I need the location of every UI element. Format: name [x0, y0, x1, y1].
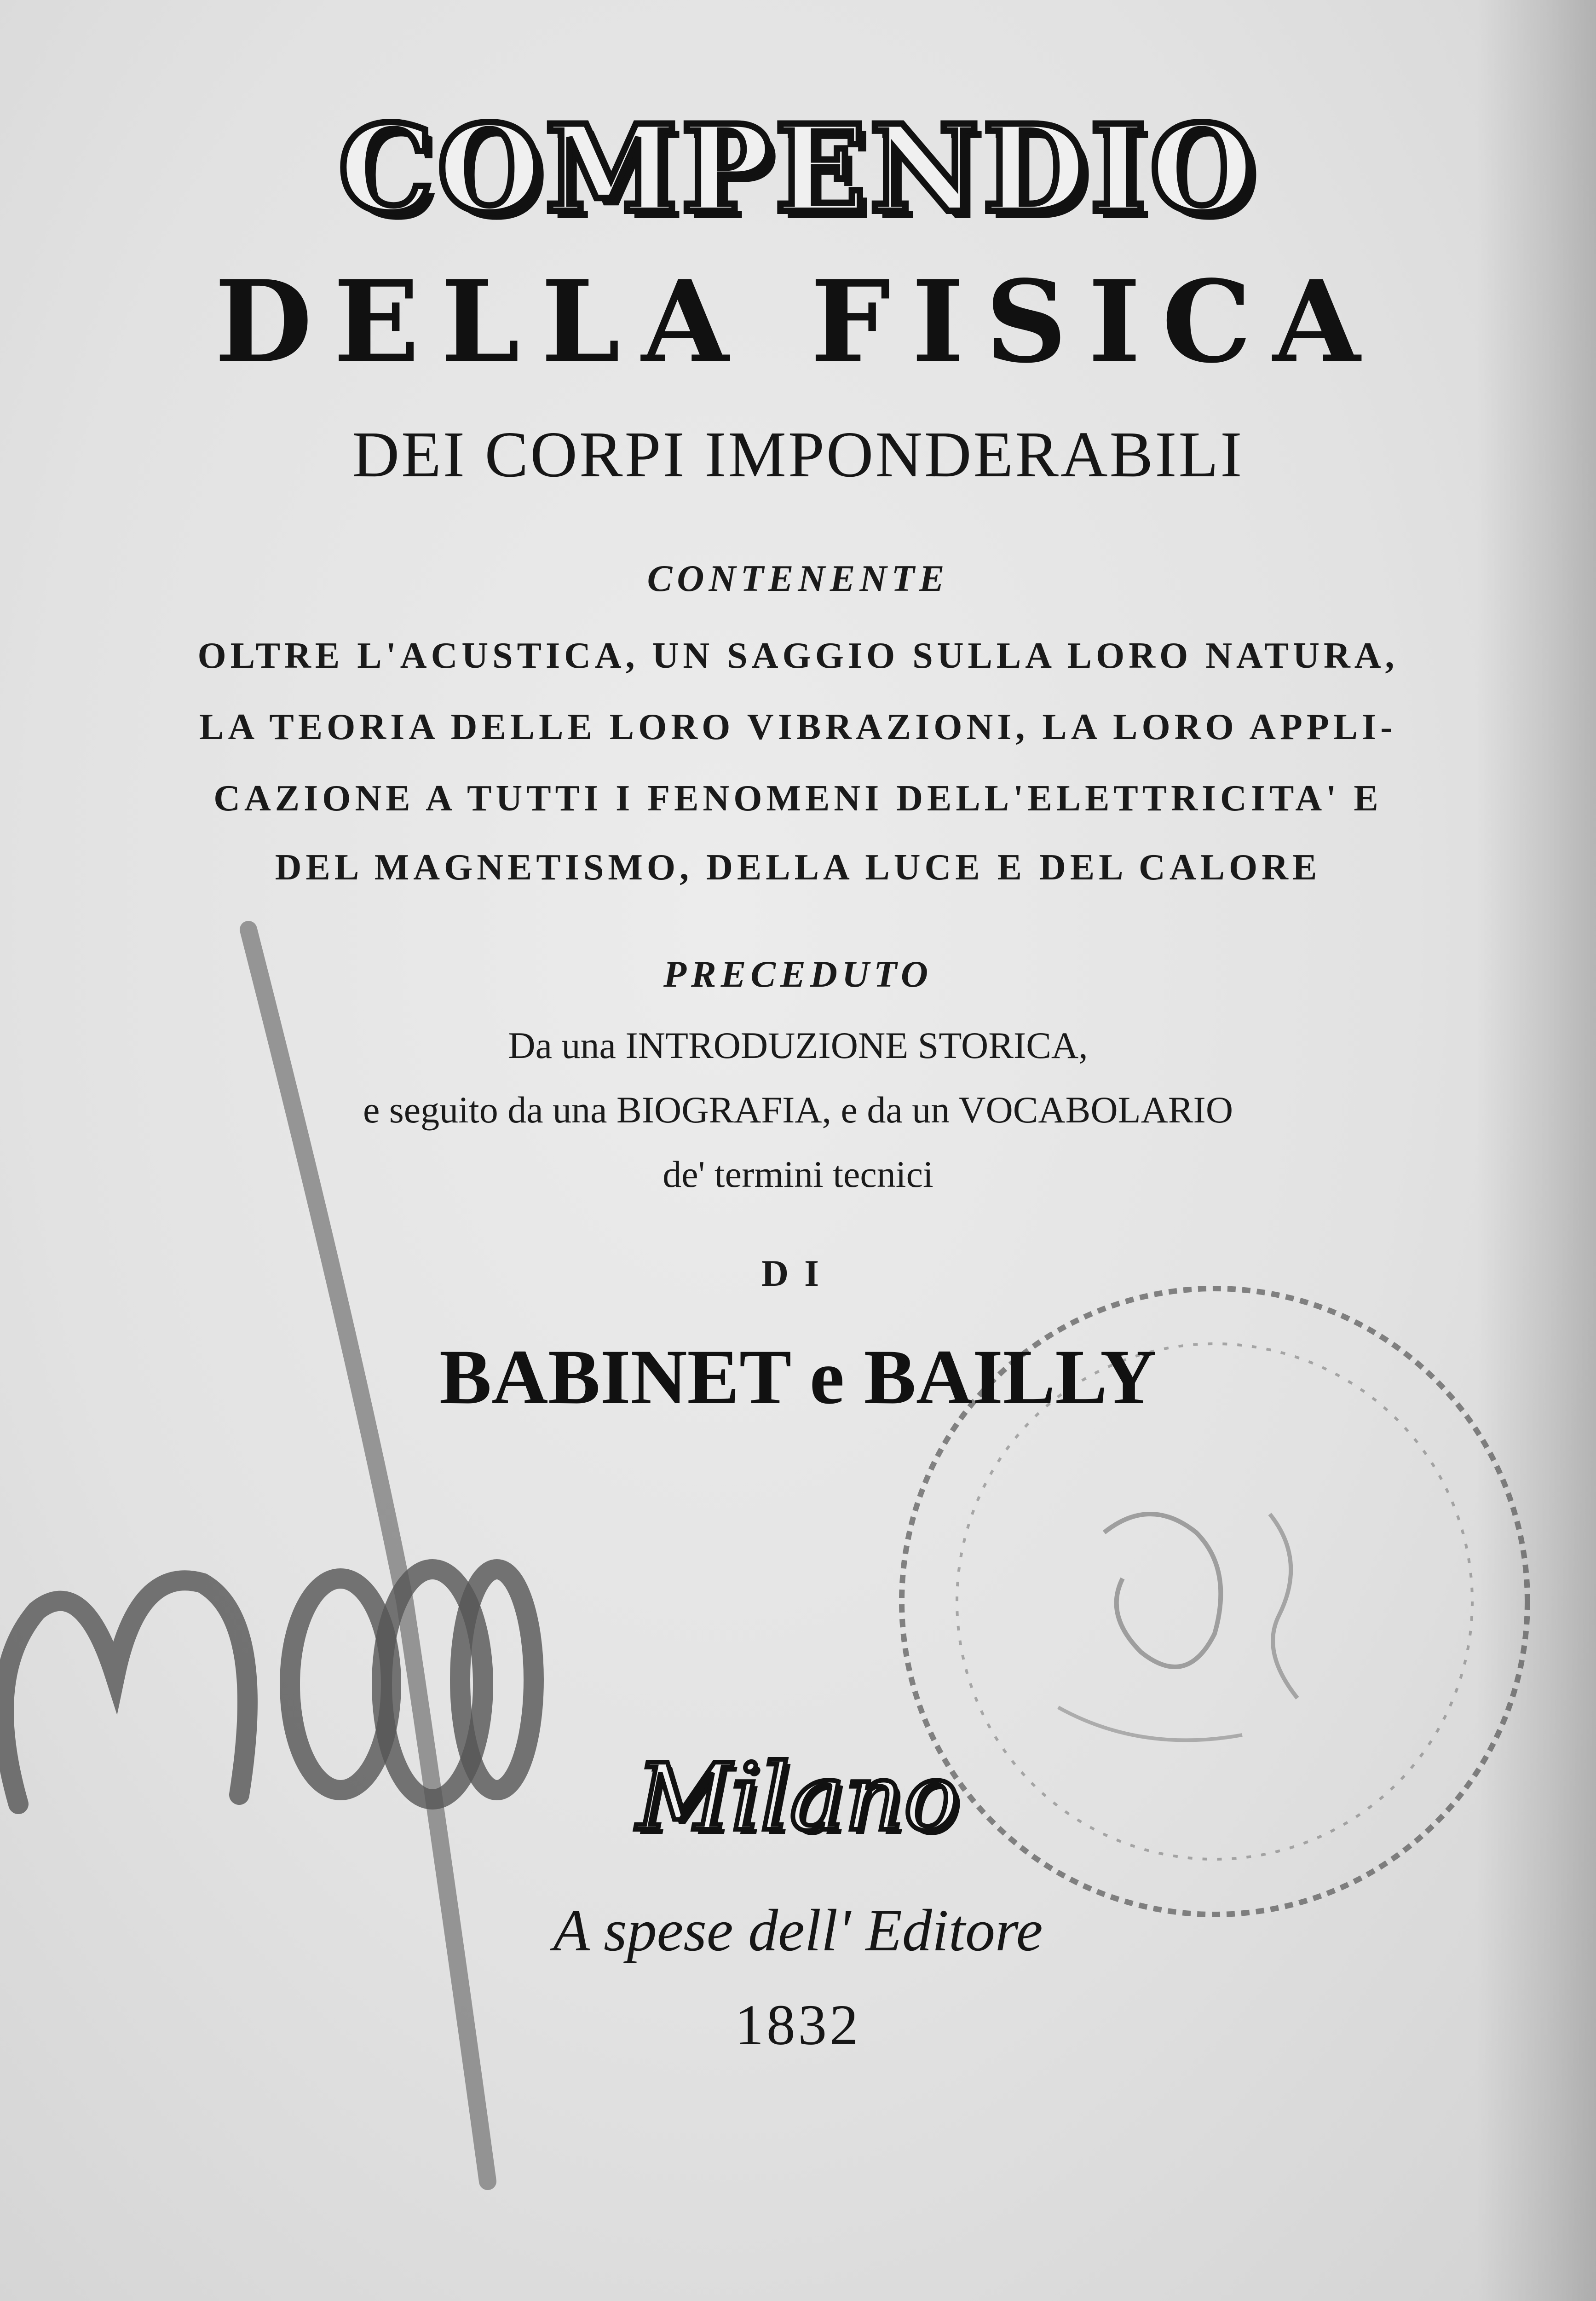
- preceduto-line-2: e seguito da una BIOGRAFIA, e da un VOCABOLARIO: [363, 1089, 1233, 1131]
- title-della-fisica: DELLA FISICA: [214, 255, 1382, 388]
- description-line-1: OLTRE L'ACUSTICA, UN SAGGIO SULLA LORO NATURA,: [197, 636, 1399, 676]
- di-label: DI: [761, 1252, 835, 1294]
- preceduto-line-3: de' termini tecnici: [663, 1153, 933, 1195]
- description-line-3: CAZIONE A TUTTI I FENOMENI DELL'ELETTRICITA' E: [213, 778, 1383, 819]
- imprint-publisher: A spese dell' Editore: [553, 1897, 1043, 1964]
- preceduto-line-1: Da una INTRODUZIONE STORICA,: [508, 1024, 1088, 1066]
- title-subtitle: DEI CORPI IMPONDERABILI: [352, 418, 1244, 491]
- preceduto-label: PRECEDUTO: [663, 953, 933, 995]
- description-line-4: DEL MAGNETISMO, DELLA LUCE E DEL CALORE: [275, 847, 1321, 888]
- imprint-city: Milano: [636, 1744, 960, 1851]
- imprint-year: 1832: [735, 1994, 861, 2057]
- description-line-2: LA TEORIA DELLE LORO VIBRAZIONI, LA LORO APPLI-: [199, 707, 1397, 747]
- contenente-label: CONTENENTE: [647, 557, 949, 599]
- authors: BABINET e BAILLY: [439, 1334, 1157, 1420]
- title-compendio: COMPENDIO: [338, 99, 1258, 239]
